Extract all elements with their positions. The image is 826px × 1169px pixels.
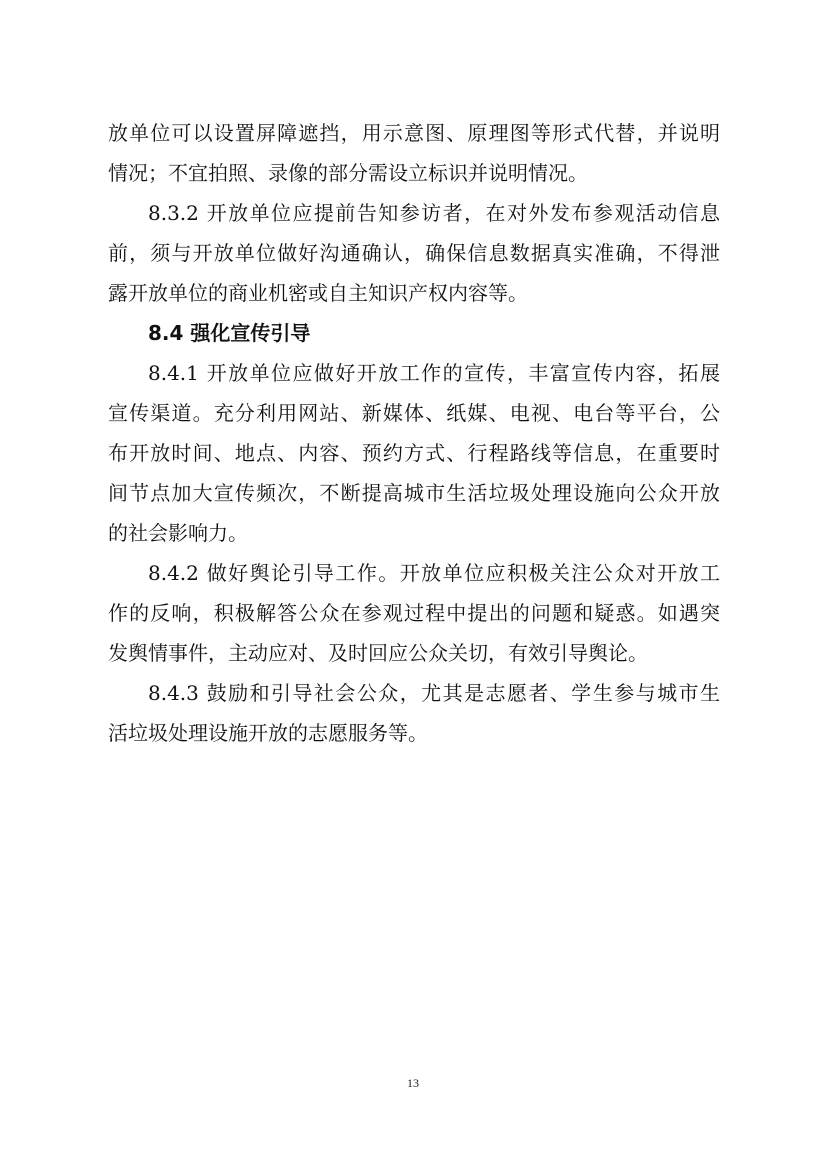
text-line: 宣传渠道。充分利用网站、新媒体、纸媒、电视、电台等平台，公	[108, 401, 720, 425]
text-line: 的社会影响力。	[108, 521, 248, 545]
text-line: 8.4.1 开放单位应做好开放工作的宣传，丰富宣传内容，拓展	[148, 361, 720, 385]
text-line: 露开放单位的商业机密或自主知识产权内容等。	[108, 281, 528, 305]
text-line: 前，须与开放单位做好沟通确认，确保信息数据真实准确，不得泄	[108, 241, 720, 265]
paragraph-8-4-1	[108, 353, 720, 553]
text-line: 活垃圾处理设施开放的志愿服务等。	[108, 721, 428, 745]
text-line: 发舆情事件，主动应对、及时回应公众关切，有效引导舆论。	[108, 641, 648, 665]
text-line: 8.4.3 鼓励和引导社会公众，尤其是志愿者、学生参与城市生	[148, 681, 720, 705]
text-line: 作的反响，积极解答公众在参观过程中提出的问题和疑惑。如遇突	[108, 601, 720, 625]
paragraph-8-4-3	[108, 673, 720, 753]
page-number: 13	[407, 1076, 419, 1090]
text-line: 情况；不宜拍照、录像的部分需设立标识并说明情况。	[108, 161, 588, 185]
paragraph-continuation	[108, 113, 720, 193]
text-line: 间节点加大宣传频次，不断提高城市生活垃圾处理设施向公众开放	[108, 481, 720, 505]
page-body	[108, 113, 720, 753]
text-line: 8.3.2 开放单位应提前告知参访者，在对外发布参观活动信息	[148, 201, 720, 225]
paragraph-8-3-2	[108, 193, 720, 313]
paragraph-8-4-2	[108, 553, 720, 673]
text-line: 8.4.2 做好舆论引导工作。开放单位应积极关注公众对开放工	[148, 561, 720, 585]
text-line: 放单位可以设置屏障遮挡，用示意图、原理图等形式代替，并说明	[108, 121, 720, 145]
text-line: 布开放时间、地点、内容、预约方式、行程路线等信息，在重要时	[108, 441, 720, 465]
section-heading-8-4: 8.4 强化宣传引导	[148, 321, 311, 345]
